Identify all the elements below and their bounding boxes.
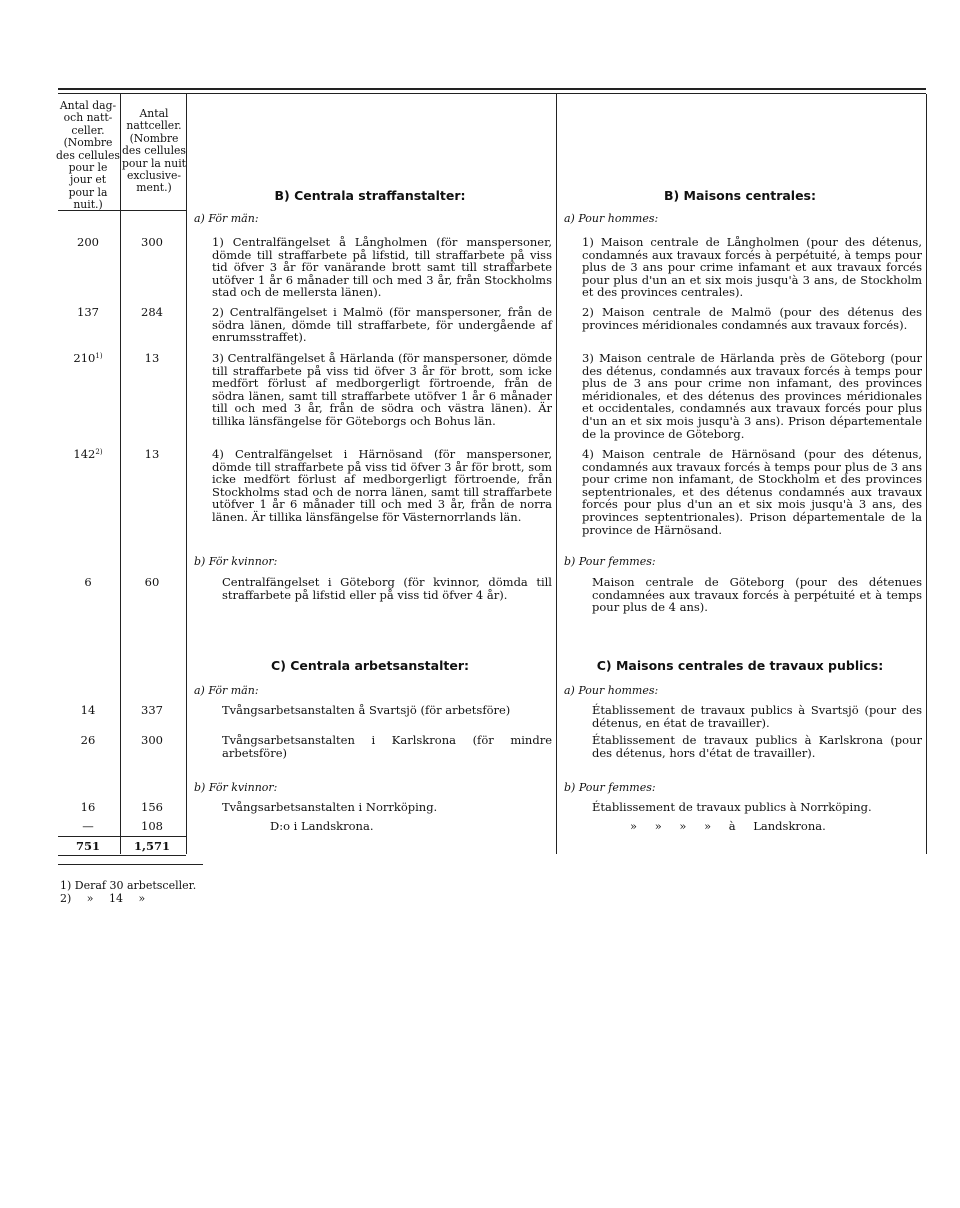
row-9-night-count: 108 <box>141 819 163 833</box>
row-5-night-count: 60 <box>144 575 160 589</box>
row-3-night-count: 13 <box>144 351 160 365</box>
row-5-text-sv: Centralfängelset i Göteborg (för kvinnor, dömda till straffarbete på lifstid eller på viss tid öfver 4 år). <box>222 575 552 602</box>
subhead-men-fr: a) Pour hommes: <box>564 212 659 225</box>
subhead-women-sv: b) För kvinnor: <box>194 555 278 568</box>
row-9-day-night-count: — <box>82 819 94 833</box>
row-4-text-fr: 4) Maison centrale de Härnösand (pour des détenus, condamnés aux travaux forcés à temps pour plus de 3 ans pour crime non infamant, de Stockholm et des provinces septentrionales, et des détenus condamnés aux travaux forcés pour plus d'un an et six mois jusqu'à 3 ans, des provinces septentrionales). Prison départementale de la province de Härnösand. <box>582 447 922 537</box>
totals-rule-bottom <box>58 855 186 856</box>
total-night-cells: 1,571 <box>133 839 170 853</box>
row-8-day-night-count: 16 <box>80 800 96 814</box>
row-6-day-night-count: 14 <box>80 703 96 717</box>
row-4-count-value: 142 <box>73 447 96 461</box>
row-4-day-night-count <box>58 448 118 461</box>
col-rule-4 <box>926 94 927 854</box>
col-rule-1 <box>120 94 121 854</box>
row-7-day-night-count: 26 <box>80 733 96 747</box>
row-1-text-fr: 1) Maison centrale de Långholmen (pour des détenus, condamnés aux travaux forcés à perpétuité, à temps pour plus de 3 ans pour crime infamant et aux travaux forcés pour plus d'un an et six mois jusqu'à 3 ans, de Stockholm et des provinces centrales). <box>582 235 922 300</box>
row-7-night-count: 300 <box>141 733 163 747</box>
row-8-night-count: 156 <box>141 800 163 814</box>
row-3-text-fr: 3) Maison centrale de Härlanda près de Göteborg (pour des détenus, condamnés aux travaux forcés à temps pour plus de 3 ans pour crime non infamant, des provinces méridionales, et des détenus des provinces méridionales et occidentales, condamnés aux travaux forcés pour plus d'un an et six mois jusqu'à 3 ans). Prison départementale de la province de Göteborg. <box>582 351 922 441</box>
column-header-night-cells: Antal nattceller. (Nombre des cellules pour la nuit exclusive-ment.) <box>122 107 186 195</box>
footnote-1: 1) Deraf 30 arbetsceller. <box>60 879 197 892</box>
row-2-text-sv: 2) Centralfängelset i Malmö (för manspersoner, från de södra länen, dömde till straffarbete, för undergående af enrumsstraffet). <box>212 305 552 345</box>
row-2-text-fr: 2) Maison centrale de Malmö (pour des détenus des provinces méridionales condamnés aux travaux forcés). <box>582 305 922 332</box>
footnote-ref-2: 2) <box>95 448 103 456</box>
row-8-text-sv: Tvångsarbetsanstalten i Norrköping. <box>222 800 438 814</box>
row-5-day-night-count: 6 <box>84 575 92 589</box>
section-b-heading-fr: B) Maisons centrales: <box>663 188 817 203</box>
row-1-day-night-count: 200 <box>77 235 99 249</box>
section-c-heading-sv: C) Centrala arbetsanstalter: <box>271 658 469 673</box>
row-3-day-night-count <box>58 352 118 365</box>
row-3-count-value: 210 <box>73 351 96 365</box>
totals-rule-top <box>58 836 186 837</box>
row-5-text-fr: Maison centrale de Göteborg (pour des détenues condamnées aux travaux forcés à perpétuité et à temps pour plus de 4 ans). <box>592 575 922 615</box>
subhead-c-men-sv: a) För män: <box>194 684 259 697</box>
footnote-ref-1: 1) <box>95 352 103 360</box>
section-b-heading-sv: B) Centrala straffanstalter: <box>274 188 466 203</box>
row-1-text-sv: 1) Centralfängelset å Långholmen (för manspersoner, dömde till straffarbete på lifstid, till straffarbete på viss tid öfver 3 år för vanärande brott samt till straffarbete utöfver 1 år 6 månader till och med 3 år, från Stockholms stad och de mellersta länen). <box>212 235 552 300</box>
row-3-text-sv: 3) Centralfängelset å Härlanda (för manspersoner, dömde till straffarbete på viss tid öfver 3 år för brott, som icke medfört förlust af medborgerligt förtroende, från de södra länen, samt till straffarbete utöfver 1 år 6 månader till och med 3 år, från de södra och västra länen). Är tillika länsfängelse för Göteborgs och Bohus län. <box>212 351 552 428</box>
col-rule-2 <box>186 94 187 854</box>
row-2-day-night-count: 137 <box>77 305 99 319</box>
subhead-c-women-sv: b) För kvinnor: <box>194 781 278 794</box>
top-rule-thin <box>58 93 926 94</box>
subhead-men-sv: a) För män: <box>194 212 259 225</box>
row-6-text-sv: Tvångsarbetsanstalten å Svartsjö (för arbetsföre) <box>222 703 511 717</box>
row-4-night-count: 13 <box>144 447 160 461</box>
subhead-c-men-fr: a) Pour hommes: <box>564 684 659 697</box>
row-7-text-sv: Tvångsarbetsanstalten i Karlskrona (för mindre arbetsföre) <box>222 733 552 760</box>
row-8-text-fr: Établissement de travaux publics à Norrköping. <box>592 800 872 814</box>
row-9-text-sv: D:o i Landskrona. <box>270 819 374 833</box>
row-2-night-count: 284 <box>141 305 163 319</box>
total-day-night-cells: 751 <box>75 839 100 853</box>
subhead-women-fr: b) Pour femmes: <box>564 555 656 568</box>
top-rule-thick <box>58 88 926 90</box>
row-9-text-fr: » » » » à Landskrona. <box>630 819 826 833</box>
row-1-night-count: 300 <box>141 235 163 249</box>
footnote-2: 2) » 14 » <box>60 892 146 905</box>
row-6-text-fr: Établissement de travaux publics à Svartsjö (pour des détenus, en état de travailler). <box>592 703 922 730</box>
subhead-c-women-fr: b) Pour femmes: <box>564 781 656 794</box>
row-4-text-sv: 4) Centralfängelset i Härnösand (för manspersoner, dömde till straffarbete på viss tid öfver 3 år för brott, som icke medfört förlust af medborgerligt förtroende, från Stockholms stad och de norra länen, samt till straffarbete utöfver 1 år 6 månader till och med 3 år, från de norra länen. Är tillika länsfängelse för Västernorrlands län. <box>212 447 552 524</box>
col-rule-3 <box>556 94 557 854</box>
row-7-text-fr: Établissement de travaux publics à Karlskrona (pour des détenus, hors d'état de travailler). <box>592 733 922 760</box>
section-c-heading-fr: C) Maisons centrales de travaux publics: <box>596 658 884 673</box>
bottom-rule <box>58 864 203 865</box>
column-header-day-night-cells: Antal dag- och natt-celler. (Nombre des cellules pour le jour et pour la nuit.) <box>56 99 120 212</box>
row-6-night-count: 337 <box>141 703 163 717</box>
